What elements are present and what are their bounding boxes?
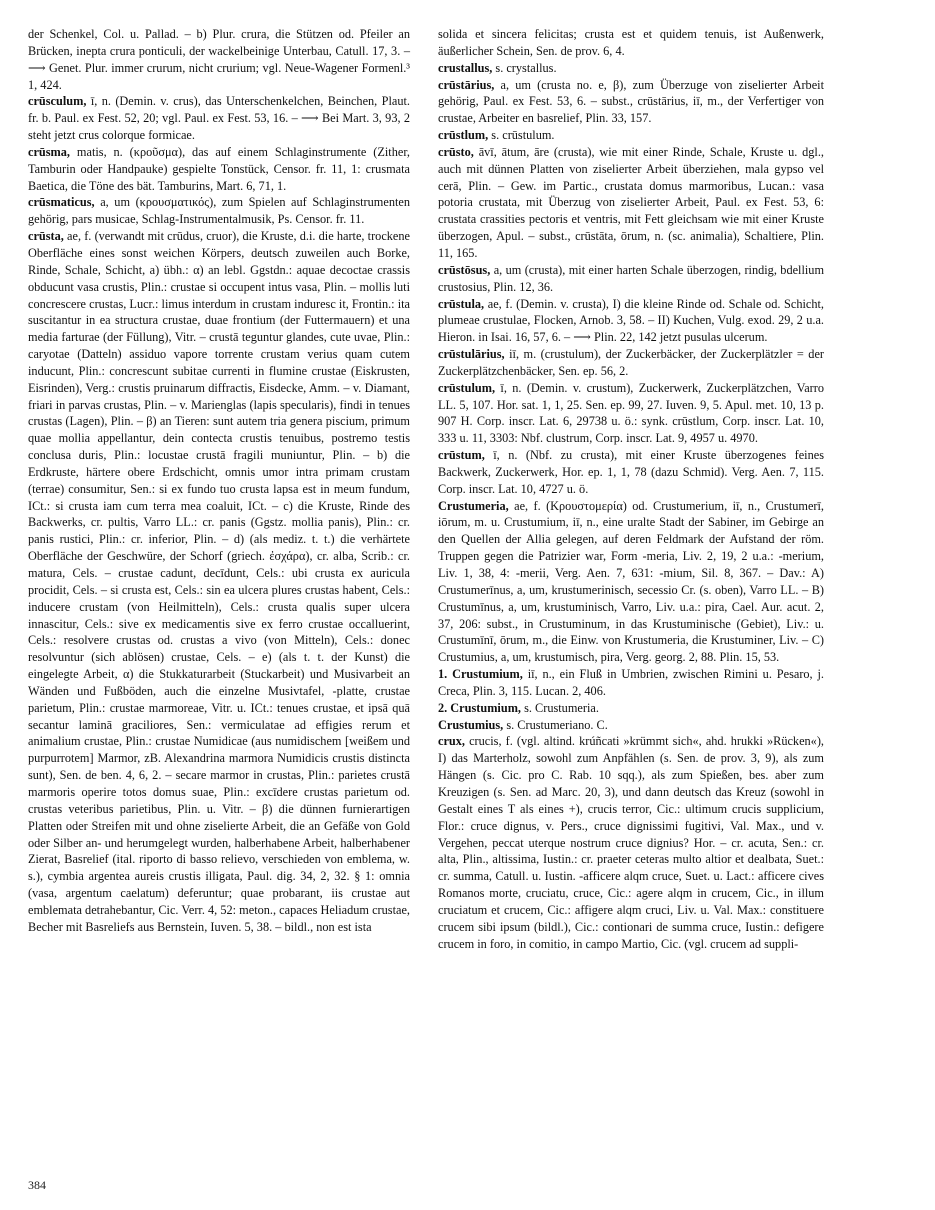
- dictionary-entry: [438, 144, 824, 262]
- dictionary-entry: [438, 498, 824, 666]
- entry-text: ī, n. (Nbf. zu crusta), mit einer Kruste überzogenes feines Backwerk, Zuckerwerk, Hor. ep. 1, 1, 78 (dazu Schmid). Verg. Aen. 7, 115. Corp. inscr. Lat. 10, 4727 u. ö.: [438, 448, 824, 496]
- entry-text: matis, n. (κροῦσμα), das auf einem Schlaginstrumente (Zither, Tamburin oder Handpauke) gespielte Tonstück, Censor. fr. 11, 1: crusmata Baetica, die Töne des bät. Tamburins, Mart. 6, 71, 1.: [28, 144, 411, 193]
- entry-lemma: crūsta,: [28, 229, 64, 244]
- dictionary-entry: [438, 77, 824, 128]
- entry-lemma: crūstulum,: [438, 380, 496, 395]
- entry-text: solida et sincera felicitas; crusta est et quidem tenuis, ist Außenwerk, äußerlicher Schein, Sen. de prov. 6, 4.: [438, 27, 824, 58]
- dictionary-entry: [438, 262, 824, 296]
- entry-lemma: crūsma,: [28, 144, 71, 159]
- entry-lemma: crux,: [438, 734, 465, 749]
- dictionary-entry: [438, 26, 824, 60]
- entry-lemma: 1. Crustumium,: [438, 667, 523, 682]
- dictionary-entry: [28, 228, 410, 935]
- entry-text: der Schenkel, Col. u. Pallad. – b) Plur. crura, die Stützen od. Pfeiler an Brücken, inepta crura ponticuli, der wackelbeinige Unterbau, Catull. 17, 3. – ⟶ Genet. Plur. immer crurum, nicht crurium; vgl. Neue-Wagener Formenl.³ 1, 424.: [28, 27, 410, 92]
- left-column: [28, 26, 410, 936]
- entry-text: ae, f. (verwandt mit crūdus, cruor), die Kruste, d.i. die harte, trockene Oberfläche eines sonst weichen Körpers, deutsch zuweilen auch Borke, Rinde, Schale, Schicht, a) übh.: α) an lebl. Ggstdn.: aquae decoctae crassis obducunt vasa crustis, Plin.: crustae si occupent intus vasa, Plin. – mollis luti concrescere crustas, Lucr.: limus interdum in crustam induresc it, Frontin.: ita suscitantur in ea structura crustae, duae frontium (der Futtermauern) et una media farturae (der Füllung), Vitr. – crustā teguntur glandes, cute uvae, Plin.: caryotae (Datteln) assiduo vapore torrente crustam verius quam cutem inducunt, Plin.: concrescunt subitae currenti in flumine crustae (Eiskrusten, Eisrinden), Verg.: crustis pruinarum diffractis, Eisdecke, Amm. – v. Diamant, friari in parvas crustas, Plin. – v. Marienglas (lapis specularis), findi in tenues crustas (Lagen), Plin. – β) an Tieren: sunt autem tria genera piscium, primum quae mollia appellantur, dein contecta crustis tenuibus, postremo testis conclusa duris, Plin.: locustae crustā fragili muniuntur, Plin. – b) die Erdkruste, härtere obere Erdschicht, omnis umor intra primam crustam (terrae) consumitur, Sen.: si ex fundo tuo crusta lapsa est in meum fundum, ICt.: si crusta iam cum terra mea coaluit, ICt. – c) die Kruste, Rinde des Backwerks, cr. pultis, Varro LL.: cr. panis (Ggstz. mollia panis), Plin.: cr. panis rustici, Plin.: cr. inferior, Plin. – d) (als mediz. t. t.) die verhärtete Oberfläche der Geschwüre, der Schorf (griech. ἐσχάρα), cr. alba, Scrib.: cr. matura, Cels. – crustae cadunt, decīdunt, Cels.: ubi crusta ex auricula procidit, Cels. – si crusta est, Cels.: sin ea ulcera plures crustas habent, Cels.: inducere crustam (von Heilmitteln), Cels.: crusta qualis super ulcera innascitur, Cels.: sive ex medicamentis sive ex ferro crustae occalluerint, Cels.: resolvere crustas od. crustas a vivo (von Mitteln), Cels.: donec resolvuntur (sich ablösen) crustae, Cels. – e) (als t. t. der Kunst) die eingelegte Arbeit, α) die Stukkaturarbeit (Stuckarbeit) und Musivarbeit an Wänden und Fußböden, auch die einzelne Musivtafel, -platte, crustae parietum, Plin.: crustae marmoreae, Vitr. u. ICt.: tenues crustae, et ipsā quā secantur laminā graciliores, Sen.: vermiculatae ad effigies rerum et animalium crustae, Plin.: crustae Numidicae (aus numidischem [weißem und purpurrotem] Marmor, zB. Alexandrina marmora Numidicis crustis distincta sunt), Sen. de ben. 4, 6, 2. – secare marmor in crustas, Plin.: parietes crustā marmoris operire totos domus suae, Plin.: excīdere crustas parietum od. crustas veteribus parietibus, Plin. u. Vitr. – β) die dünnen furnierartigen Platten oder Streifen mit und ohne ziselierte Arbeit, die an Gefäße von Gold oder Silber an- und herumgelegt wurden, halberhabene Arbeit, halberhabener Zierat, Basrelief (ital. riporto di basso relievo, verschieden von emblema, w. s.), cymbia argentea aureis crustis illigata, Paul. dig. 34, 2, 32. § 1: omnia (vasa, argentum caelatum) deferuntur; quae probarant, iis crustae aut emblemata detrahebantur, Cic. Verr. 4, 52: meton., capaces Heliadum crustae, Becher mit Basreliefs aus Bernstein, Iuven. 5, 38. – bildl., non est ista: [28, 229, 410, 934]
- page-number: 384: [28, 1178, 46, 1192]
- entry-text: āvī, ātum, āre (crusta), wie mit einer Rinde, Schale, Kruste u. dgl., auch mit dünnen Platten von ziselierter Arbeit überziehen, mala gypso vel cerā, Plin. – Gew. im Partic., crustata domus marmoribus, Lucan.: vasa potoria crustata, mit Überzug von ziselierter Arbeit, Paul. ex Fest. 53, 6: crustata crassities pectoris et ventris, mit Fett gleichsam wie mit einer Kruste überzogen, Apul. – subst., crūstāta, ōrum, n. (sc. animalia), Schaltiere, Plin. 11, 165.: [438, 144, 825, 260]
- dictionary-entry: [438, 346, 824, 380]
- entry-text: a, um (crusta no. e, β), zum Überzuge von ziselierter Arbeit gehörig, Paul. ex Fest. 53, 6. – subst., crūstārius, iī, m., der Verfertiger von crustae, Arbeiter en basrelief, Plin. 33, 157.: [438, 77, 824, 126]
- entry-text: ī, n. (Demin. v. crus), das Unterschenkelchen, Beinchen, Plaut. fr. b. Paul. ex Fest. 52, 20; vgl. Paul. ex Fest. 53, 16. – ⟶ Bei Mart. 3, 93, 2 steht jetzt crus colorque formicae.: [28, 94, 410, 143]
- entry-text: ae, f. (Κρουστομερία) od. Crustumerium, iī, n., Crustumerī, iōrum, m. u. Crustumium, iī, n., eine uralte Stadt der Sabiner, im Gebirge an den Quellen der Allia gelegen, auf deren Feldmark der Aufstand der röm. Truppen gegen die Patrizier war, Form -meria, Liv. 2, 19, 2 u.a.: -merium, Liv. 1, 38, 4: -merii, Verg. Aen. 7, 631: -mium, Sil. 8, 367. – Dav.: A) Crustumerīnus, a, um, krustumerinisch, secessio Cr. (s. oben), Varro LL. – B) Crustumīnus, a, um, krustuminisch, Varro, Liv. u.a.: pira, Cael. Aur. acut. 2, 37, 206: subst., in Crustuminum, in das Krustuminische (Gebiet), Liv.: u. Crustumīnī, ōrum, m., die Einw. von Krustumeria, die Krustuminer, Liv. – C) Crustumius, a, um, krustumisch, pira, Verg. georg. 2, 88. Plin. 15, 53.: [438, 498, 824, 665]
- dictionary-entry: [438, 296, 824, 347]
- entry-text: a, um (κρουσματικός), zum Spielen auf Schlaginstrumenten gehörig, pars musicae, Schlag-Instrumentalmusik, Ps. Censor. fr. 11.: [28, 195, 410, 227]
- entry-text: ae, f. (Demin. v. crusta), I) die kleine Rinde od. Schale od. Schicht, plumeae crustulae, Flocken, Arnob. 3, 58. – II) Kuchen, Vulg. exod. 29, 2 u.a. Hieron. in Isai. 16, 57, 6. – ⟶ Plin. 22, 142 jetzt pusulas ulcerum.: [438, 296, 824, 345]
- dictionary-entry: [438, 447, 824, 498]
- dictionary-entry: [28, 194, 410, 228]
- dictionary-entry: [28, 26, 410, 93]
- dictionary-entry: [438, 717, 824, 734]
- entry-lemma: crūstula,: [438, 296, 485, 311]
- entry-lemma: crūsto,: [438, 144, 474, 159]
- entry-lemma: 2. Crustumium,: [438, 700, 522, 715]
- dictionary-entry: [438, 60, 824, 77]
- dictionary-entry: [438, 127, 824, 144]
- entry-lemma: crūstōsus,: [438, 262, 491, 277]
- dictionary-entry: [28, 144, 410, 195]
- dictionary-entry: [28, 93, 410, 144]
- dictionary-entry: [438, 380, 824, 447]
- entry-text: ī, n. (Demin. v. crustum), Zuckerwerk, Zuckerplätzchen, Varro LL. 5, 107. Hor. sat. 1, 1, 25. Sen. ep. 99, 27. Iuven. 9, 5. Apul. met. 10, 13 p. 907 H. Corp. inscr. Lat. 6, 29738 u. ö.: synk. crūstlum, Corp. inscr. Lat. 10, 333 u. 11, 3303: Nbf. clustrum, Corp. inscr. Lat. 9, 4957 u. 4970.: [438, 380, 824, 446]
- entry-text: crucis, f. (vgl. altind. krúñcati »krümmt sich«, ahd. hrukki »Rücken«), I) das Marterholz, sowohl zum Anpfählen (s. Sen. de prov. 3, 9), als zum Hängen (s. Cic. pro C. Rab. 10 sqq.), als zum Spießen, bes. aber zum Kreuzigen (s. Sen. ad Marc. 20, 3), und dann deutsch das Kreuz (sowohl in Gestalt eines T als eines +), crucis terror, Cic.: ultimum crucis supplicium, Flor.: cruce dignus, v. Pers., cruce dignissimi fugitivi, Val. Max., und v. Vergehen, peccat uterque nostrum cruce dignius? Hor. – cr. acuta, Sen.: cr. alta, Plin., altissima, Iustin.: cr. praeter ceteras multo altior et dealbata, Suet.: cr. summa, Catull. u. Iustin. -afficere alqm cruce, Suet. u. Lact.: afficere cives Romanos morte, cruciatu, cruce, Cic.: agere alqm in crucem, Cic., in illum cruciatum et crucem, Cic.: affigere alqm cruci, Liv. u. Val. Max.: constituere crucem sibi ipsum (bildl.), Cic.: contionari de summa cruce, Iustin.: defigere crucem in foro, in comitio, in campo Martio, Cic. (vgl. crucem ad suppli-: [438, 734, 824, 951]
- entry-text: iī, n., ein Fluß in Umbrien, zwischen Rimini u. Pesaro, j. Creca, Plin. 3, 115. Lucan. 2, 406.: [438, 667, 824, 698]
- entry-lemma: crustallus,: [438, 60, 493, 75]
- entry-lemma: crūsculum,: [28, 94, 87, 109]
- entry-lemma: Crustumeria,: [438, 498, 509, 513]
- entry-lemma: crūstum,: [438, 448, 485, 463]
- dictionary-entry: [438, 666, 824, 700]
- entry-lemma: crūsmaticus,: [28, 195, 95, 210]
- entry-text: s. crystallus.: [495, 60, 557, 75]
- entry-text: iī, m. (crustulum), der Zuckerbäcker, der Zuckerplätzler = der Zuckerplätzchenbäcker, Sen. ep. 56, 2.: [438, 347, 824, 378]
- entry-lemma: crūstlum,: [438, 128, 489, 143]
- entry-lemma: Crustumius,: [438, 717, 504, 732]
- entry-lemma: crūstārius,: [438, 77, 495, 92]
- entry-lemma: crūstulārius,: [438, 347, 505, 362]
- dictionary-entry: [438, 700, 824, 717]
- right-column: [438, 26, 824, 952]
- entry-text: a, um (crusta), mit einer harten Schale überzogen, rindig, bdellium crustosius, Plin. 12, 36.: [438, 262, 825, 294]
- entry-text: s. crūstulum.: [491, 128, 555, 143]
- entry-text: s. Crustumeria.: [524, 700, 599, 715]
- dictionary-entry: [438, 733, 824, 952]
- entry-text: s. Crustumeriano. C.: [506, 717, 608, 732]
